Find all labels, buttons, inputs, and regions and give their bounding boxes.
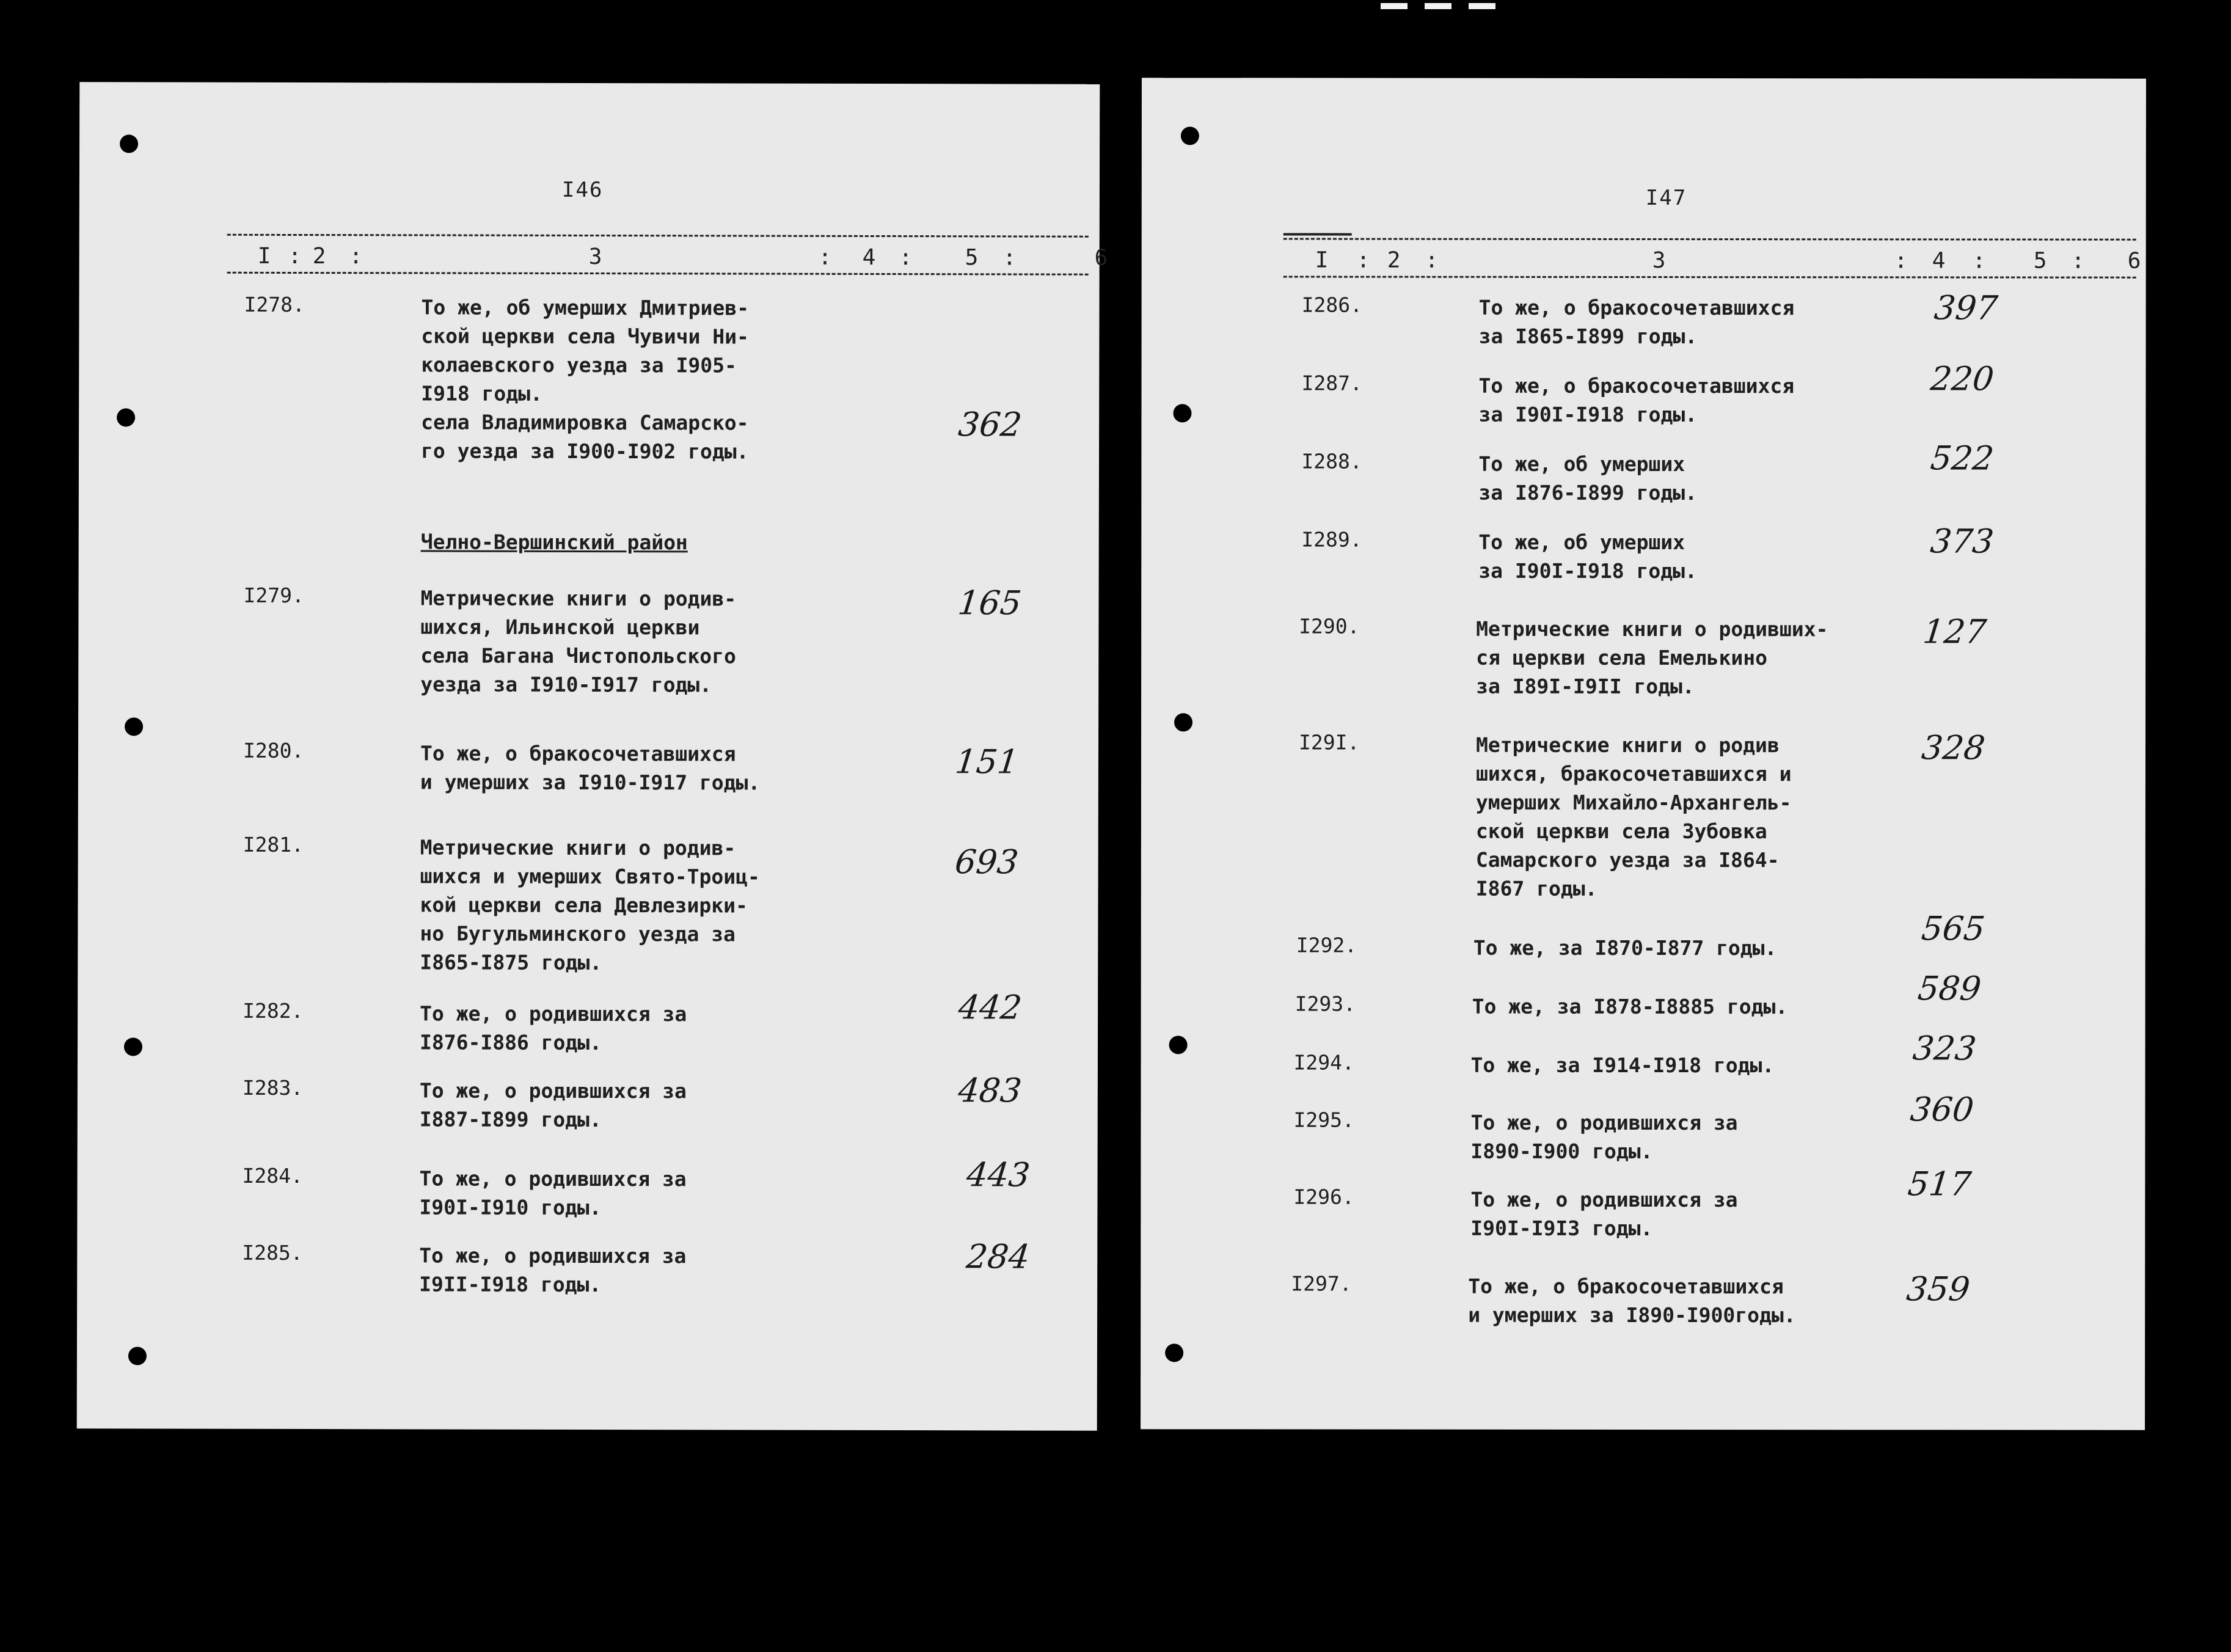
column-header: 6 — [1094, 245, 1108, 271]
frame-mark — [1469, 3, 1495, 9]
page-number: I46 — [561, 177, 604, 203]
entry-number: I285. — [242, 1240, 303, 1265]
left-page — [77, 82, 1108, 1430]
column-separator: : — [1894, 248, 1908, 274]
punch-hole — [128, 1347, 147, 1365]
column-header: 3 — [588, 244, 602, 270]
frame-mark — [1381, 3, 1408, 9]
entry-count: 693 — [953, 842, 1021, 882]
entry-number: I293. — [1294, 992, 1356, 1016]
column-separator: : — [1425, 247, 1439, 273]
entry-number: I284. — [242, 1163, 303, 1188]
column-header: 3 — [1652, 248, 1666, 274]
entry-description: Метрические книги о родив- шихся, Ильинской церкви села Багана Чистопольского уезда за I910-I917 годы. — [420, 586, 737, 697]
entry-number: I281. — [243, 832, 304, 857]
entry-count: 284 — [964, 1237, 1032, 1276]
page-number: I47 — [1645, 186, 1687, 211]
entry-count: 323 — [1911, 1029, 1978, 1068]
punch-hole — [120, 134, 138, 153]
column-separator: : — [818, 244, 832, 270]
entry-description: То же, о бракосочетавшихся и умерших за I910-I917 годы. — [420, 741, 761, 795]
column-header: 4 — [1932, 248, 1946, 274]
entry-description: То же, за I878-I8885 годы. — [1472, 994, 1788, 1019]
column-separator: : — [349, 244, 363, 269]
column-header: I — [257, 243, 271, 269]
entry-count: 517 — [1906, 1164, 1973, 1204]
entry-number: I296. — [1293, 1185, 1354, 1209]
header-divider — [1283, 238, 2136, 240]
entry-number: I280. — [243, 738, 304, 763]
column-header: 5 — [965, 245, 979, 271]
entry-number: I279. — [243, 583, 304, 608]
entry-description: То же, о бракосочетавшихся за I865-I899 годы. — [1478, 295, 1795, 349]
column-separator: : — [1356, 247, 1370, 273]
column-header: 6 — [2127, 248, 2141, 274]
entry-number: I289. — [1301, 527, 1362, 552]
film-frame-marks — [1381, 0, 1515, 6]
entry-description: Метрические книги о родив- шихся и умерших Свято-Троиц- кой церкви села Девлезирки- но Бугульминского уезда за I865-I875 годы. — [420, 835, 760, 975]
entry-count: 220 — [1929, 359, 1996, 398]
column-separator: : — [899, 245, 913, 271]
entry-description: То же, за I914-I918 годы. — [1470, 1053, 1775, 1078]
entry-number: I292. — [1296, 933, 1357, 957]
column-header: 2 — [312, 244, 326, 269]
column-separator: : — [288, 243, 302, 269]
punch-hole — [125, 717, 143, 736]
entry-number: I282. — [243, 998, 304, 1023]
entry-description: То же, о родившихся за I90I-I910 годы. — [419, 1166, 687, 1220]
entry-number: I283. — [242, 1075, 304, 1100]
entry-count: 589 — [1916, 969, 1984, 1008]
entry-description: Метрические книги о родивших- ся церкви села Емелькино за I89I-I9II годы. — [1476, 616, 1828, 699]
entry-number: I297. — [1291, 1271, 1352, 1296]
column-header-row — [1283, 238, 2141, 281]
right-page — [1141, 78, 2146, 1430]
entry-description: То же, о родившихся за I9II-I918 годы. — [419, 1243, 687, 1297]
entry-count: 442 — [956, 988, 1024, 1027]
frame-mark — [1425, 3, 1451, 9]
header-divider — [227, 272, 1089, 276]
entry-count: 443 — [965, 1155, 1032, 1194]
column-separator: : — [2071, 248, 2085, 274]
entry-count: 127 — [1921, 612, 1988, 651]
entry-number: I295. — [1293, 1108, 1354, 1132]
entry-number: I286. — [1301, 293, 1363, 317]
entry-description: То же, о родившихся за I890-I900 годы. — [1470, 1110, 1738, 1164]
entry-count: 397 — [1932, 288, 2000, 327]
punch-hole — [1169, 1036, 1188, 1054]
entry-description: То же, о родившихся за I876-I886 годы. — [419, 1001, 687, 1055]
entry-description: То же, о бракосочетавшихся за I90I-I918 годы. — [1478, 373, 1795, 427]
entry-description: То же, об умерших за I90I-I918 годы. — [1478, 530, 1697, 583]
punch-hole — [117, 408, 135, 426]
column-header: 5 — [2033, 248, 2047, 274]
entry-number: I287. — [1301, 371, 1362, 395]
entry-number: I278. — [244, 292, 305, 317]
column-header: I — [1315, 247, 1329, 273]
entry-description: То же, об умерших за I876-I899 годы. — [1478, 451, 1698, 505]
entry-count: 359 — [1904, 1270, 1972, 1309]
punch-hole — [1174, 713, 1192, 731]
column-header: 4 — [862, 244, 876, 270]
entry-description: То же, о родившихся за I90I-I9I3 годы. — [1470, 1187, 1738, 1241]
entry-count: 373 — [1928, 522, 1996, 561]
entry-count: 328 — [1919, 728, 1987, 767]
punch-hole — [124, 1037, 142, 1056]
column-separator: : — [1972, 248, 1986, 274]
entry-description: То же, о родившихся за I887-I899 годы. — [419, 1078, 687, 1132]
entry-number: I290. — [1299, 614, 1360, 638]
district-heading: Челно-Вершинский район — [420, 530, 688, 555]
header-divider — [227, 234, 1089, 238]
entry-number: I288. — [1301, 449, 1362, 473]
entry-count: 483 — [956, 1071, 1024, 1110]
punch-hole — [1165, 1343, 1183, 1362]
punch-hole — [1181, 126, 1199, 145]
column-separator: : — [1002, 245, 1017, 271]
entry-count: 165 — [956, 583, 1023, 623]
entry-count: 151 — [953, 742, 1021, 781]
punch-hole — [1173, 404, 1191, 422]
entry-number: I29I. — [1298, 730, 1360, 755]
entry-count: 360 — [1908, 1090, 1976, 1129]
header-divider — [1283, 276, 2136, 278]
header-rule — [1283, 233, 1352, 235]
entry-count: 565 — [1919, 909, 1987, 948]
column-header: 2 — [1387, 247, 1401, 273]
entry-description: То же, о бракосочетавшихся и умерших за I890-I900годы. — [1468, 1274, 1796, 1328]
entry-description: Метрические книги о родив шихся, бракосочетавшихся и умерших Михайло-Архангель- ской церкви села Зубовка Самарского уезда за I864- I867 годы. — [1475, 733, 1792, 901]
entry-count: 362 — [956, 405, 1024, 444]
entry-number: I294. — [1293, 1050, 1354, 1075]
column-header-row — [227, 234, 1108, 279]
entry-count: 522 — [1929, 439, 1996, 478]
entry-description: То же, за I870-I877 годы. — [1473, 935, 1777, 960]
entry-description: То же, об умерших Дмитриев- ской церкви села Чувичи Ни- колаевского уезда за I905- I918 годы. села Владимировка Самарско- го уезда за I900-I902 годы. — [421, 295, 750, 464]
